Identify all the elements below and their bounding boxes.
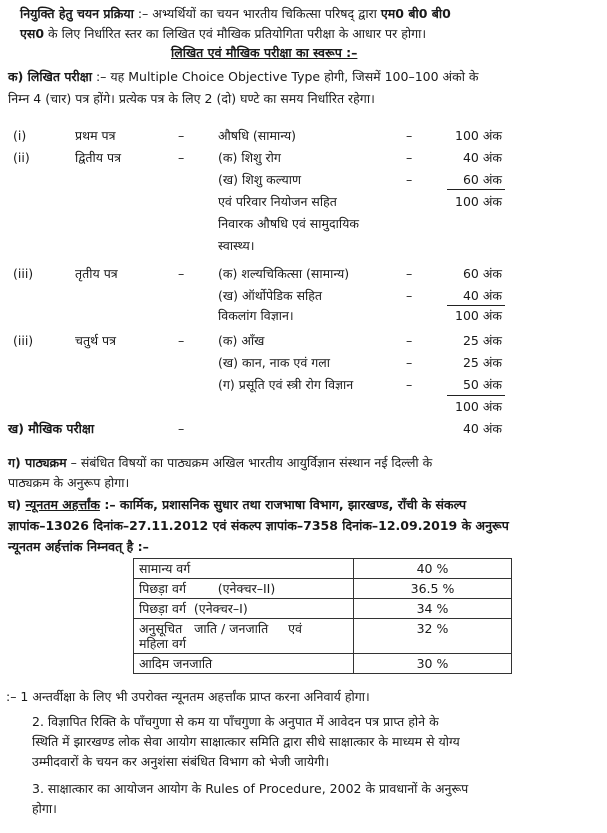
paper-2-subject-b-marks: 60 अंक [462, 172, 502, 187]
syllabus-text: – संबंधित विषयों का पाठ्यक्रम अखिल भारतीय आयुर्विज्ञान संस्थान नई दिल्ली के [66, 455, 433, 470]
paper-4-dash: – [178, 333, 185, 348]
paper-1-marks: 100 अंक [455, 128, 502, 143]
intro-text: :– अभ्यर्थियों का चयन भारतीय चिकित्सा परिषद् द्वारा [133, 6, 381, 21]
degree-text-cont: एस0 [20, 26, 45, 41]
minimum-marks-label: न्यूनतम अहर्त्तांक [25, 497, 100, 512]
syllabus-line-2: पाठ्यक्रम के अनुरूप होगा। [8, 475, 130, 490]
selection-process-label: नियुक्ति हेतु चयन प्रक्रिया [20, 6, 134, 21]
paper-4-subject-c: (ग) प्रसूति एवं स्त्री रोग विज्ञान [218, 377, 354, 392]
sum-rule [447, 305, 505, 306]
minimum-marks-line-3: न्यूनतम अर्हत्तांक निम्नवत् है :– [8, 539, 149, 554]
percent-cell: 40 % [354, 559, 512, 579]
paper-3-subject-a: (क) शल्यचिकित्सा (सामान्य) [218, 266, 350, 281]
paper-4-subject-a: (क) आँख [218, 333, 265, 348]
paper-2-number: (ii) [13, 150, 30, 165]
paper-3-dash: – [178, 266, 185, 281]
percent-cell: 36.5 % [354, 579, 512, 599]
intro-line-2 [20, 26, 426, 42]
written-exam-line-1 [8, 69, 479, 85]
paper-4-subject-b: (ख) कान, नाक एवं गला [218, 355, 331, 370]
paper-2-subject-a-dash: – [406, 150, 413, 165]
oral-exam-marks: 40 अंक [462, 421, 502, 436]
paper-4-subject-a-dash: – [406, 333, 413, 348]
paper-1-subject-dash: – [406, 128, 413, 143]
paper-1-subject: औषधि (सामान्य) [218, 128, 297, 143]
category-line: महिला वर्ग [139, 636, 187, 651]
minimum-marks-line-2: ज्ञापांक–13026 दिनांक–27.11.2012 एवं संकल्प ज्ञापांक–7358 दिनांक–12.09.2019 के अनुरूप [8, 518, 509, 533]
table-row [134, 654, 512, 674]
table-row [134, 579, 512, 599]
paper-2-subject-b-cont: एवं परिवार नियोजन सहित [218, 194, 337, 209]
paper-2-total-marks: 100 अंक [455, 194, 502, 209]
paper-4-total-marks: 100 अंक [455, 399, 502, 414]
written-exam-label: क) लिखित परीक्षा [8, 69, 92, 84]
paper-4-number: (iii) [13, 333, 34, 348]
paper-4-name: चतुर्थ पत्र [75, 333, 117, 348]
section-heading: लिखित एवं मौखिक परीक्षा का स्वरूप :– [171, 45, 358, 60]
paper-3-number: (iii) [13, 266, 34, 281]
minimum-marks-text: :– कार्मिक, प्रशासनिक सुधार तथा राजभाषा विभाग, झारखण्ड, राँची के संकल्प [99, 497, 467, 512]
category-line: अनुसूचित जाति / जनजाति एवं [139, 621, 303, 636]
paper-3-subject-b-dash: – [406, 288, 413, 303]
paper-1-dash: – [178, 128, 185, 143]
degree-text: एम0 बी0 बी0 [380, 6, 451, 21]
minimum-marks-line-1 [8, 497, 466, 513]
category-cell [134, 619, 354, 654]
paper-3-subject-a-dash: – [406, 266, 413, 281]
paper-2-subject-b-cont-2: निवारक औषधि एवं सामुदायिक [218, 216, 359, 231]
paper-3-subject-b-marks: 40 अंक [462, 288, 502, 303]
paper-2-name: द्वितीय पत्र [75, 150, 122, 165]
paper-1-number: (i) [13, 128, 27, 143]
paper-2-subject-b-dash: – [406, 172, 413, 187]
paper-2-subject-b-cont-3: स्वास्थ्य। [218, 238, 255, 253]
paper-3-total-marks: 100 अंक [455, 308, 502, 323]
note-3-line-1: 3. साक्षात्कार का आयोजन आयोग के Rules of Procedure, 2002 के प्रावधानों के अनुरूप [32, 781, 469, 796]
paper-1-name: प्रथम पत्र [75, 128, 116, 143]
paper-4-subject-c-dash: – [406, 377, 413, 392]
syllabus-label: ग) पाठ्यक्रम [8, 455, 67, 470]
paper-2-subject-a-marks: 40 अंक [462, 150, 502, 165]
oral-exam-dash: – [178, 421, 185, 436]
percent-cell: 30 % [354, 654, 512, 674]
percent-cell: 34 % [354, 599, 512, 619]
paper-2-dash: – [178, 150, 185, 165]
paper-4-subject-b-marks: 25 अंक [462, 355, 502, 370]
paper-3-subject-b: (ख) ऑर्थोपेडिक सहित [218, 288, 323, 303]
written-exam-line-2: निम्न 4 (चार) पत्र होंगे। प्रत्येक पत्र के लिए 2 (दो) घण्टे का समय निर्धारित रहेगा। [8, 91, 375, 106]
paper-3-subject-a-marks: 60 अंक [462, 266, 502, 281]
percent-cell: 32 % [354, 619, 512, 654]
paper-2-subject-b: (ख) शिशु कल्याण [218, 172, 302, 187]
category-cell: पिछड़ा वर्ग (एनेक्चर–I) [134, 599, 354, 619]
note-2-line-2: स्थिति में झारखण्ड लोक सेवा आयोग साक्षात्कार समिति द्वारा सीधे साक्षात्कार के माध्यम से योग्य [32, 734, 460, 749]
written-exam-text: :– यह Multiple Choice Objective Type होगी, जिसमें 100–100 अंको के [91, 69, 479, 84]
table-row [134, 619, 512, 654]
qualifying-marks-table [133, 558, 512, 674]
syllabus-line-1 [8, 455, 432, 471]
category-cell: आदिम जनजाति [134, 654, 354, 674]
paper-4-subject-b-dash: – [406, 355, 413, 370]
oral-exam-label: ख) मौखिक परीक्षा [8, 421, 95, 436]
paper-4-subject-a-marks: 25 अंक [462, 333, 502, 348]
table-row [134, 559, 512, 579]
paper-2-subject-a: (क) शिशु रोग [218, 150, 281, 165]
sum-rule [447, 395, 505, 396]
paper-4-subject-c-marks: 50 अंक [462, 377, 502, 392]
minimum-marks-prefix: घ) [8, 497, 22, 512]
table-row [134, 599, 512, 619]
note-2-line-3: उम्मीदवारों के चयन कर अनुशंसा संबंधित विभाग को भेजी जायेगी। [32, 754, 330, 769]
note-1: :– 1 अन्तर्वीक्षा के लिए भी उपरोक्त न्यूनतम अहर्त्तांक प्राप्त करना अनिवार्य होगा। [6, 689, 370, 704]
intro-text-cont: के लिए निर्धारित स्तर का लिखित एवं मौखिक प्रतियोगिता परीक्षा के आधार पर होगा। [44, 26, 427, 41]
category-cell: पिछड़ा वर्ग (एनेक्चर–II) [134, 579, 354, 599]
sum-rule [447, 189, 505, 190]
category-cell: सामान्य वर्ग [134, 559, 354, 579]
intro-line-1 [20, 6, 451, 22]
paper-3-name: तृतीय पत्र [75, 266, 118, 281]
note-2-line-1: 2. विज्ञापित रिक्ति के पाँचगुणा से कम या पाँचगुणा के अनुपात में आवेदन पत्र प्राप्त होने के [32, 714, 439, 729]
paper-3-subject-b-cont: विकलांग विज्ञान। [218, 308, 294, 323]
note-3-line-2: होगा। [32, 801, 57, 816]
